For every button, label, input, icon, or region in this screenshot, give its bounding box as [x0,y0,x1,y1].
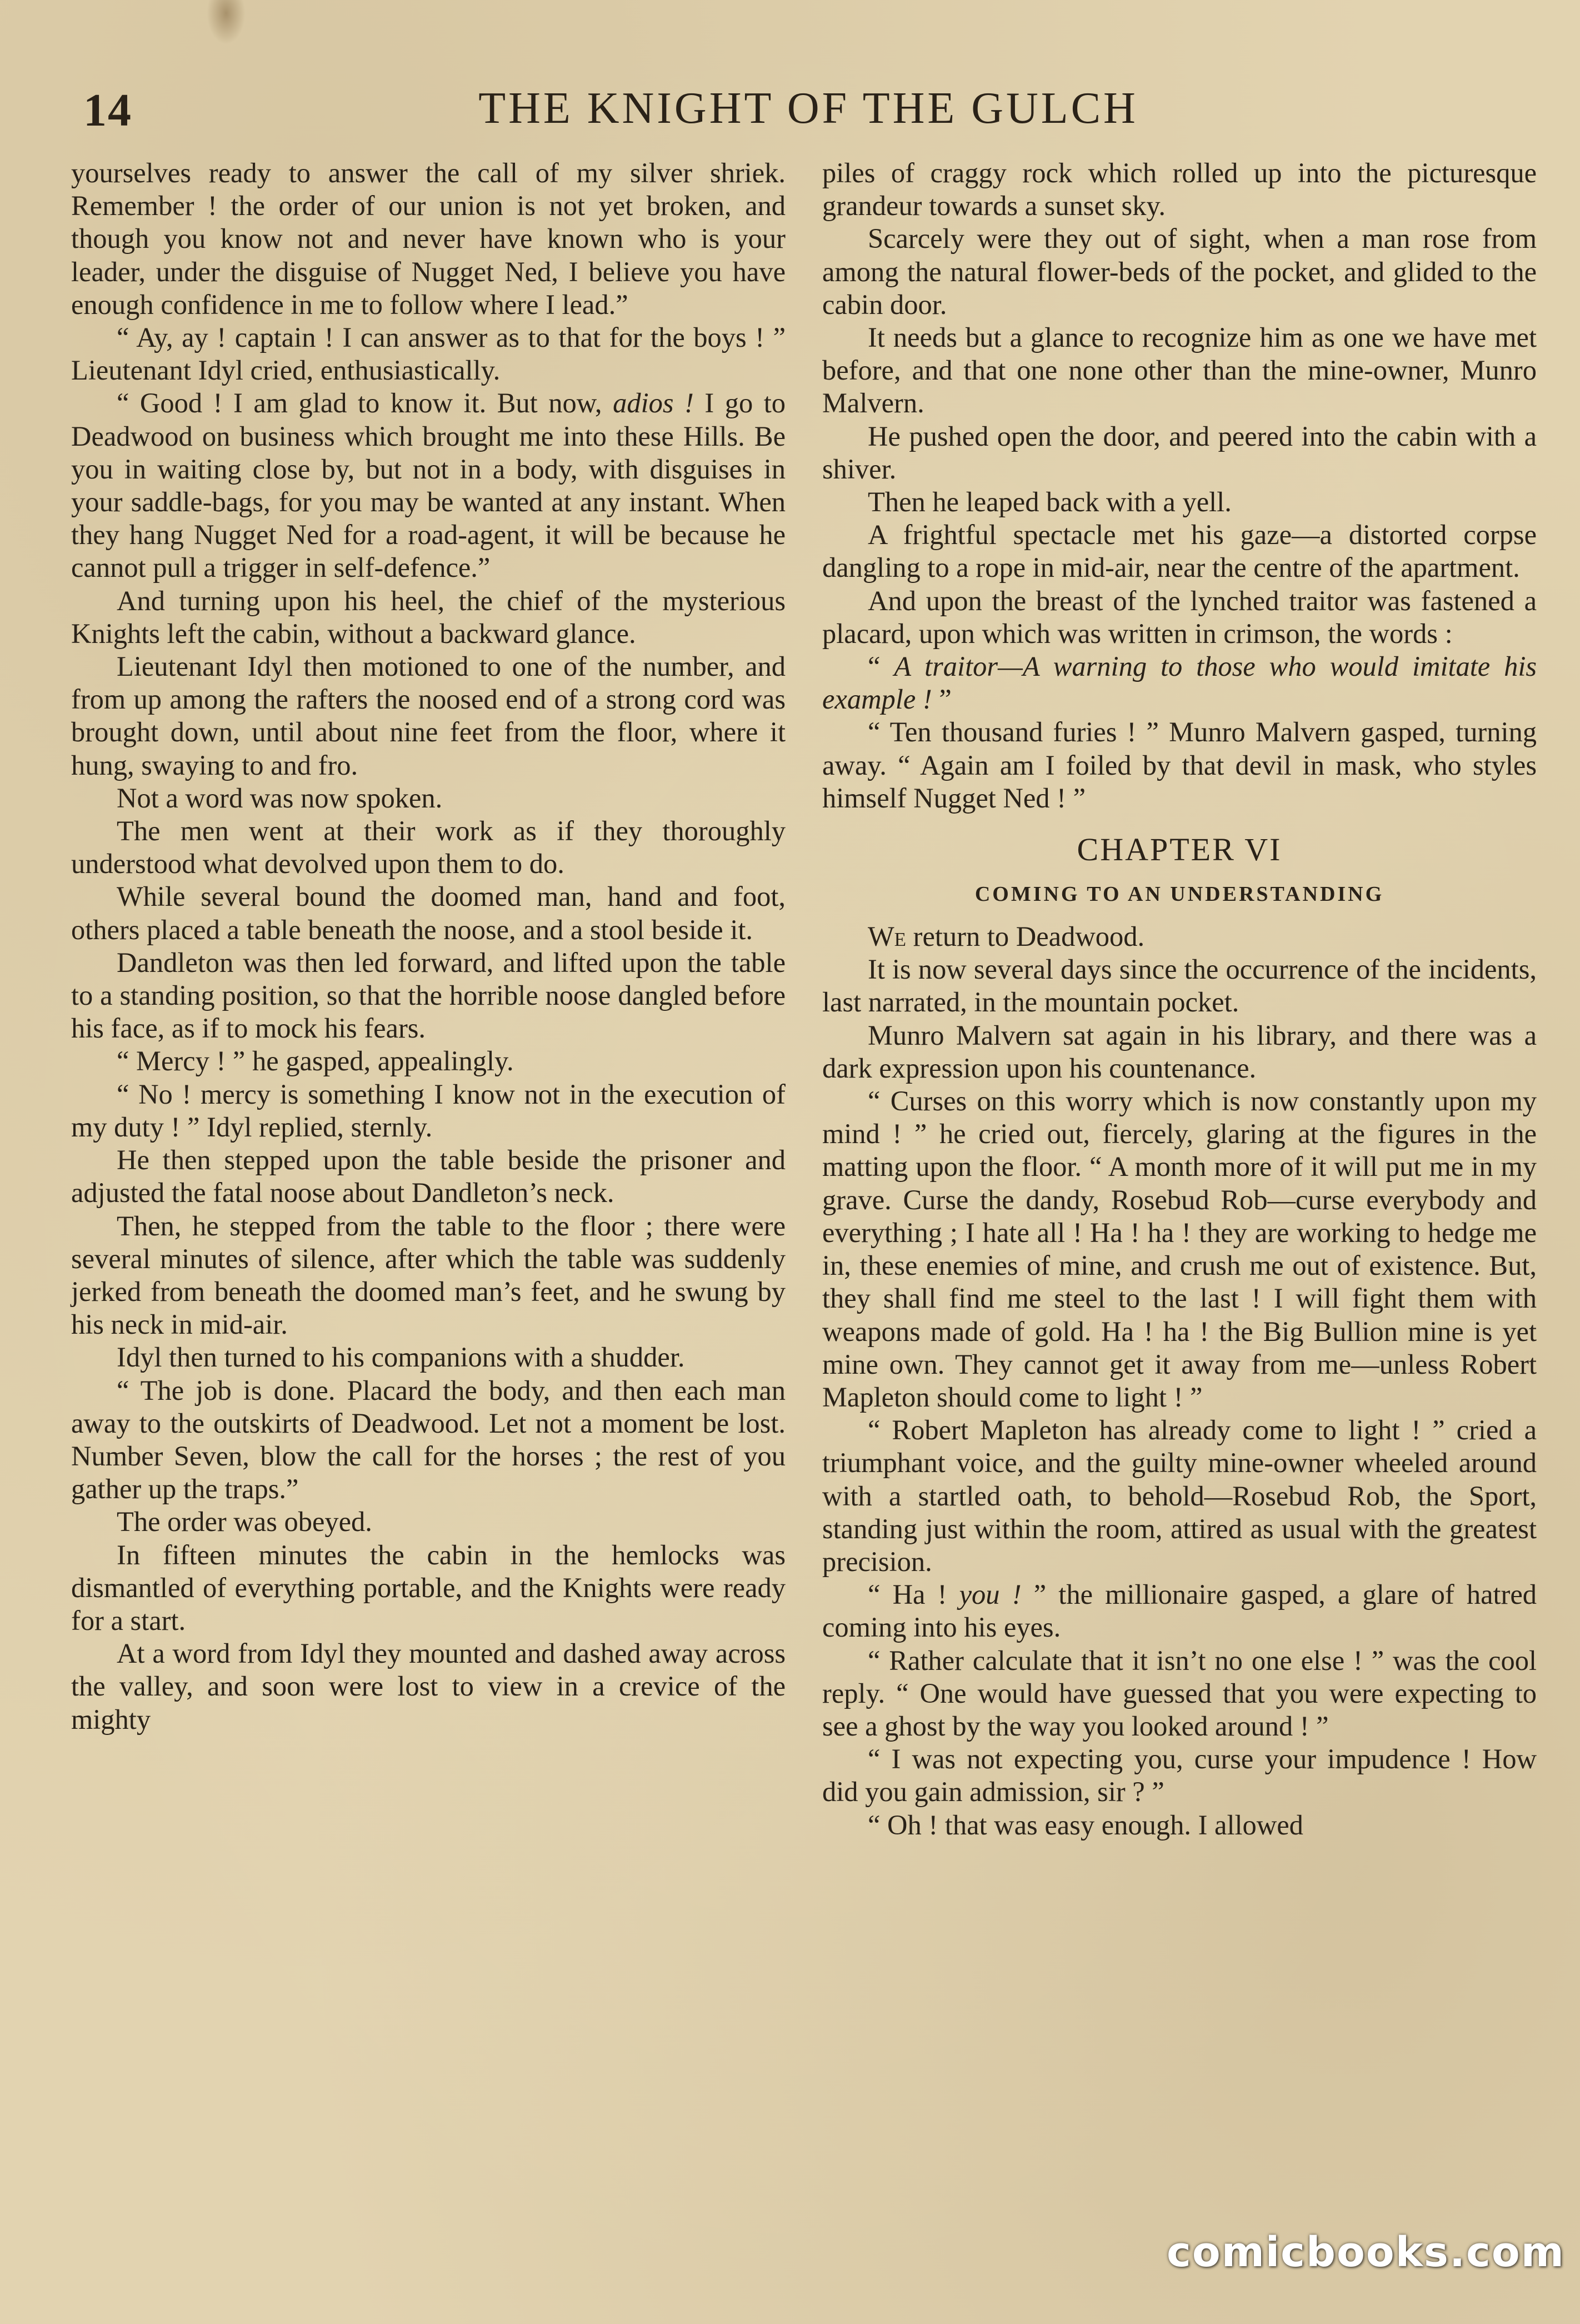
paragraph: The men went at their work as if they thoroughly understood what devolved upon them to do. [71,815,786,880]
paragraph: “ Good ! I am glad to know it. But now, adios ! I go to Deadwood on business which brought me into these Hills. Be you in waiting close by, but not in a body, with disguises in your saddle-bags, for you may be wanted at any instant. When they hang Nugget Ned for a road-agent, it will be because he cannot pull a trigger in self-defence.” [71,387,786,584]
paragraph: “ Robert Mapleton has already come to light ! ” cried a triumphant voice, and the guilty mine-owner wheeled around with a startled oath, to behold—Rosebud Rob, the Sport, standing just within the room, attired as usual with the greatest precision. [822,1414,1537,1577]
paragraph: “ Ten thousand furies ! ” Munro Malvern gasped, turning away. “ Again am I foiled by that devil in mask, who styles himself Nugget Ned ! ” [822,716,1537,814]
paragraph: “ Ay, ay ! captain ! I can answer as to that for the boys ! ” Lieutenant Idyl cried, enthusiastically. [71,322,786,386]
running-title: THE KNIGHT OF THE GULCH [478,84,1138,133]
watermark: comicbooks.com [1167,2228,1565,2276]
paragraph: While several bound the doomed man, hand and foot, others placed a table beneath the noose, and a stool beside it. [71,881,786,945]
paragraph: And turning upon his heel, the chief of the mysterious Knights left the cabin, without a backward glance. [71,585,786,649]
paragraph: It needs but a glance to recognize him as one we have met before, and that one none other than the mine-owner, Munro Malvern. [822,322,1537,419]
paragraph: “ Curses on this worry which is now constantly upon my mind ! ” he cried out, fiercely, glaring at the figures in the matting upon the floor. “ A month more of it will put me in my grave. Curse the dandy, Rosebud Rob—curse everybody and everything ; I hate all ! Ha ! ha ! they are working to hedge me in, these enemies of mine, and crush me out of existence. But, they shall find me steel to the last ! I will fight them with weapons made of gold. Ha ! ha ! the Big Bullion mine is yet mine own. They cannot get it away from me—unless Robert Mapleton should come to light ! ” [822,1085,1537,1413]
right-column [822,157,1537,1842]
paragraph: Then he leaped back with a yell. [868,486,1232,518]
page-header [83,83,1533,144]
paragraph: “ Rather calculate that it isn’t no one else ! ” was the cool reply. “ One would have guessed that you were expecting to see a ghost by the way you looked around ! ” [822,1644,1537,1742]
paragraph: Scarcely were they out of sight, when a man rose from among the natural flower-beds of the pocket, and glided to the cabin door. [822,223,1537,320]
italic-text: you ! [959,1579,1022,1610]
paragraph: piles of craggy rock which rolled up into the picturesque grandeur towards a sunset sky. [822,157,1537,222]
paragraph: At a word from Idyl they mounted and dashed away across the valley, and soon were lost to view in a crevice of the mighty [71,1638,786,1735]
paragraph: Lieutenant Idyl then motioned to one of the number, and from up among the rafters the noosed end of a strong cord was brought down, until about nine feet from the floor, where it hung, swaying to and fro. [71,651,786,781]
paragraph: He then stepped upon the table beside the prisoner and adjusted the fatal noose about Dandleton’s neck. [71,1144,786,1209]
left-column [71,157,786,1736]
paragraph: Then, he stepped from the table to the floor ; there were several minutes of silence, after which the table was suddenly jerked from beneath the doomed man’s feet, and he swung by his neck in mid-air. [71,1210,786,1340]
paragraph: The order was obeyed. [117,1506,372,1538]
paragraph: “ No ! mercy is something I know not in the execution of my duty ! ” Idyl replied, sternly. [71,1078,786,1143]
paragraph: He pushed open the door, and peered into the cabin with a shiver. [822,420,1537,485]
page-stain [207,0,246,44]
paragraph: “ The job is done. Placard the body, and then each man away to the outskirts of Deadwood. Let not a moment be lost. Number Seven, blow the call for the horses ; the rest of you gather up the traps.” [71,1374,786,1505]
chapter-subtitle: COMING TO AN UNDERSTANDING [974,882,1384,906]
paragraph: yourselves ready to answer the call of my silver shriek. Remember ! the order of our union is not yet broken, and though you know not and never have known who is your leader, under the disguise of Nugget Ned, I believe you have enough confidence in me to follow where I lead.” [71,157,786,320]
paragraph: And upon the breast of the lynched traitor was fastened a placard, upon which was written in crimson, the words : [822,585,1537,649]
paragraph: “ Ha ! you ! ” the millionaire gasped, a glare of hatred coming into his eyes. [822,1579,1537,1643]
chapter-heading: CHAPTER VI [1077,831,1282,868]
italic-text: A traitor—A warning to those who would imitate his example ! [822,651,1537,715]
paragraph: “ Mercy ! ” he gasped, appealingly. [117,1045,514,1077]
paragraph: Munro Malvern sat again in his library, and there was a dark expression upon his countenance. [822,1019,1537,1084]
paragraph: We return to Deadwood. [868,921,1145,952]
paragraph: It is now several days since the occurrence of the incidents, last narrated, in the mountain pocket. [822,954,1537,1018]
paragraph: “ I was not expecting you, curse your impudence ! How did you gain admission, sir ? ” [822,1743,1537,1808]
paragraph: A frightful spectacle met his gaze—a distorted corpse dangling to a rope in mid-air, near the centre of the apartment. [822,519,1537,584]
paragraph: In fifteen minutes the cabin in the hemlocks was dismantled of everything portable, and the Knights were ready for a start. [71,1539,786,1636]
paragraph: Dandleton was then led forward, and lifted upon the table to a standing position, so that the horrible noose dangled before his face, as if to mock his fears. [71,946,786,1044]
drop-word: We [868,921,907,952]
paragraph: “ Oh ! that was easy enough. I allowed [868,1809,1303,1841]
paragraph: Not a word was now spoken. [117,782,443,814]
page-number: 14 [83,84,132,136]
italic-text: adios ! [613,387,694,419]
paragraph: Idyl then turned to his companions with a shudder. [117,1341,685,1373]
placard-quote: “ A traitor—A warning to those who would imitate his example ! ” [822,651,1537,715]
